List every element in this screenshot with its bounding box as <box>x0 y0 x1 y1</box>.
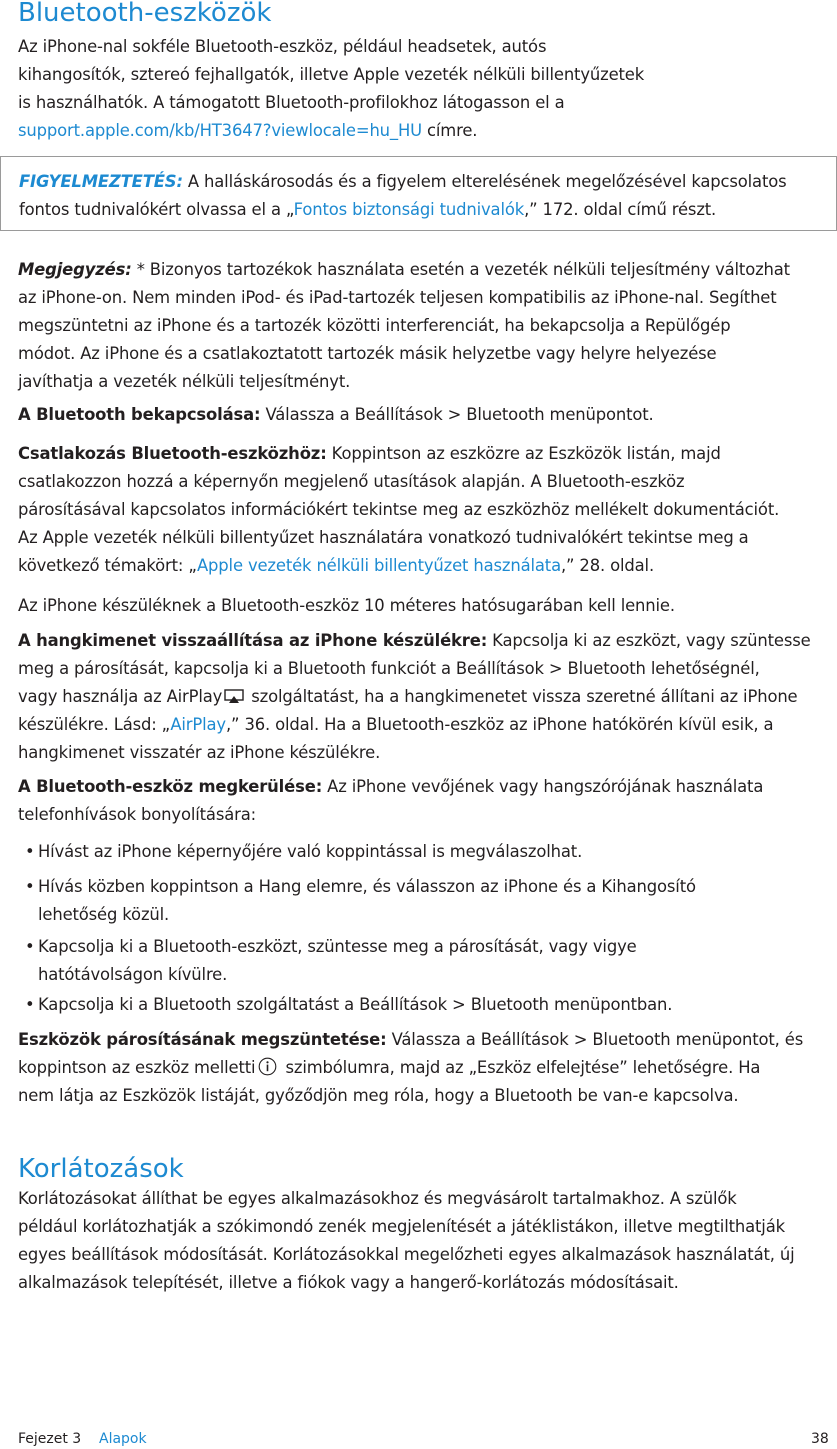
warning-line-2: fontos tudnivalókért olvassa el a „ <box>19 200 294 219</box>
note-line-3: megszüntetni az iPhone és a tartozék közötti interferenciát, ha bekapcsolja a Repülőgép <box>18 316 731 335</box>
unpair-label: Eszközök párosításának megszüntetése: <box>18 1030 387 1049</box>
page-number: 38 <box>811 1431 829 1447</box>
list-item <box>18 873 830 929</box>
list-item <box>18 838 830 866</box>
audio-back-label: A hangkimenet visszaállítása az iPhone készülékre: <box>18 631 488 650</box>
list-item <box>18 991 830 1019</box>
airplay-icon <box>224 685 244 700</box>
turn-on-label: A Bluetooth bekapcsolása: <box>18 405 261 424</box>
restrictions-line-2: például korlátozhatják a szókimondó zenék megjelenítését a játéklistákon, illetve megtilthatják <box>18 1217 785 1236</box>
audio-back-line-5: hangkimenet visszatér az iPhone készülékre. <box>18 743 381 762</box>
restrictions-line-1: Korlátozásokat állíthat be egyes alkalmazásokhoz és megvásárolt tartalmakhoz. A szülők <box>18 1189 737 1208</box>
intro-line-1: Az iPhone-nal sokféle Bluetooth-eszköz, például headsetek, autós <box>18 37 547 56</box>
warning-label: FIGYELMEZTETÉS: <box>19 172 183 191</box>
connect-line-5-suffix: ,” 28. oldal. <box>560 556 655 575</box>
audio-back-line-4-prefix: készülékre. Lásd: „ <box>18 715 171 734</box>
unpair-paragraph <box>18 1026 830 1110</box>
note-line-5: javíthatja a vezeték nélküli teljesítményt. <box>18 372 351 391</box>
bullet-marker: • <box>25 995 35 1014</box>
connect-line-4: Az Apple vezeték nélküli billentyűzet használatára vonatkozó tudnivalókért tekintse meg a <box>18 528 749 547</box>
turn-on-text: Válassza a Beállítások > Bluetooth menüpontot. <box>260 405 654 424</box>
list-item-text: Hívás közben koppintson a Hang elemre, és válasszon az iPhone és a Kihangosító lehetőség közül. <box>38 877 696 924</box>
unpair-line-2-suffix: szimbólumra, majd az „Eszköz elfelejtése” lehetőségre. Ha <box>280 1058 761 1077</box>
audio-back-line-3-prefix: vagy használja az AirPlay <box>18 687 223 706</box>
range-paragraph: Az iPhone készüléknek a Bluetooth-eszköz 10 méteres hatósugarában kell lennie. <box>18 596 675 615</box>
connect-line-5-prefix: következő témakört: „ <box>18 556 197 575</box>
list-item <box>18 933 830 989</box>
note-paragraph <box>18 256 830 396</box>
intro-line-3: is használhatók. A támogatott Bluetooth-profilokhoz látogasson el a <box>18 93 565 112</box>
section-title-restrictions: Korlátozások <box>18 1154 184 1184</box>
bypass-paragraph <box>18 773 830 829</box>
keyboard-usage-link[interactable]: Apple vezeték nélküli billentyűzet használata <box>196 556 561 575</box>
list-item-text: Hívást az iPhone képernyőjére való koppintással is megválaszolhat. <box>38 842 583 861</box>
info-icon <box>258 1057 277 1076</box>
support-link[interactable]: support.apple.com/kb/HT3647?viewlocale=hu_HU <box>18 121 422 140</box>
note-line-2: az iPhone-on. Nem minden iPod- és iPad-tartozék teljesen kompatibilis az iPhone-nal. Segíthet <box>18 288 777 307</box>
restrictions-line-4: alkalmazások telepítését, illetve a fiókok vagy a hangerő-korlátozás módosításait. <box>18 1273 679 1292</box>
bullet-marker: • <box>25 842 35 861</box>
audio-back-line-1: Kapcsolja ki az eszközt, vagy szüntesse <box>487 631 811 650</box>
note-line-4: módot. Az iPhone és a csatlakoztatott tartozék másik helyzetbe vagy helyre helyezése <box>18 344 717 363</box>
connect-line-2: csatlakozzon hozzá a képernyőn megjelenő utasítások alapján. A Bluetooth-eszköz <box>18 472 685 491</box>
bypass-line-1: Az iPhone vevőjének vagy hangszórójának használata <box>322 777 764 796</box>
unpair-line-2-prefix: koppintson az eszköz melletti <box>18 1058 256 1077</box>
unpair-line-1: Válassza a Beállítások > Bluetooth menüpontot, és <box>386 1030 804 1049</box>
note-line-1: * Bizonyos tartozékok használata esetén a vezeték nélküli teljesítmény változhat <box>131 260 790 279</box>
bluetooth-intro <box>18 33 830 145</box>
note-label: Megjegyzés: <box>18 260 132 279</box>
bullet-marker: • <box>25 937 35 956</box>
section-title-bluetooth: Bluetooth-eszközök <box>18 0 272 28</box>
audio-back-line-4-suffix: ,” 36. oldal. Ha a Bluetooth-eszköz az iPhone hatókörén kívül esik, a <box>225 715 774 734</box>
bypass-label: A Bluetooth-eszköz megkerülése: <box>18 777 323 796</box>
footer-chapter: Fejezet 3 <box>18 1431 82 1447</box>
safety-info-link[interactable]: Fontos biztonsági tudnivalók <box>293 200 525 219</box>
restrictions-paragraph <box>18 1185 830 1297</box>
warning-suffix: ,” 172. oldal című részt. <box>524 200 717 219</box>
audio-back-line-3-suffix: szolgáltatást, ha a hangkimenetet vissza szeretné állítani az iPhone <box>246 687 798 706</box>
connect-label: Csatlakozás Bluetooth-eszközhöz: <box>18 444 327 463</box>
list-item-text: Kapcsolja ki a Bluetooth-eszközt, szüntesse meg a párosítását, vagy vigye hatótávolságon kívülre. <box>38 937 637 984</box>
bypass-line-2: telefonhívások bonyolítására: <box>18 805 256 824</box>
intro-line-2: kihangosítók, sztereó fejhallgatók, illetve Apple vezeték nélküli billentyűzetek <box>18 65 645 84</box>
unpair-line-3: nem látja az Eszközök listáját, győződjön meg róla, hogy a Bluetooth be van-e kapcsolva. <box>18 1086 739 1105</box>
warning-text <box>19 168 831 224</box>
connect-paragraph <box>18 440 830 580</box>
list-item-text: Kapcsolja ki a Bluetooth szolgáltatást a Beállítások > Bluetooth menüpontban. <box>38 995 673 1014</box>
airplay-link[interactable]: AirPlay <box>170 715 226 734</box>
bullet-marker: • <box>25 877 35 896</box>
warning-line-1: A halláskárosodás és a figyelem elterelésének megelőzésével kapcsolatos <box>182 172 787 191</box>
connect-line-3: párosításával kapcsolatos információkért tekintse meg az eszközhöz mellékelt dokumentációt. <box>18 500 780 519</box>
turn-on-paragraph <box>18 401 830 429</box>
audio-back-line-2: meg a párosítását, kapcsolja ki a Bluetooth funkciót a Beállítások > Bluetooth lehetőségnél, <box>18 659 760 678</box>
connect-line-1: Koppintson az eszközre az Eszközök listán, majd <box>326 444 721 463</box>
intro-suffix: címre. <box>421 121 478 140</box>
restrictions-line-3: egyes beállítások módosítását. Korlátozásokkal megelőzheti egyes alkalmazások használatát, új <box>18 1245 795 1264</box>
footer-chapter-link[interactable]: Alapok <box>99 1431 147 1447</box>
warning-box <box>0 156 837 231</box>
audio-back-paragraph <box>18 627 830 767</box>
